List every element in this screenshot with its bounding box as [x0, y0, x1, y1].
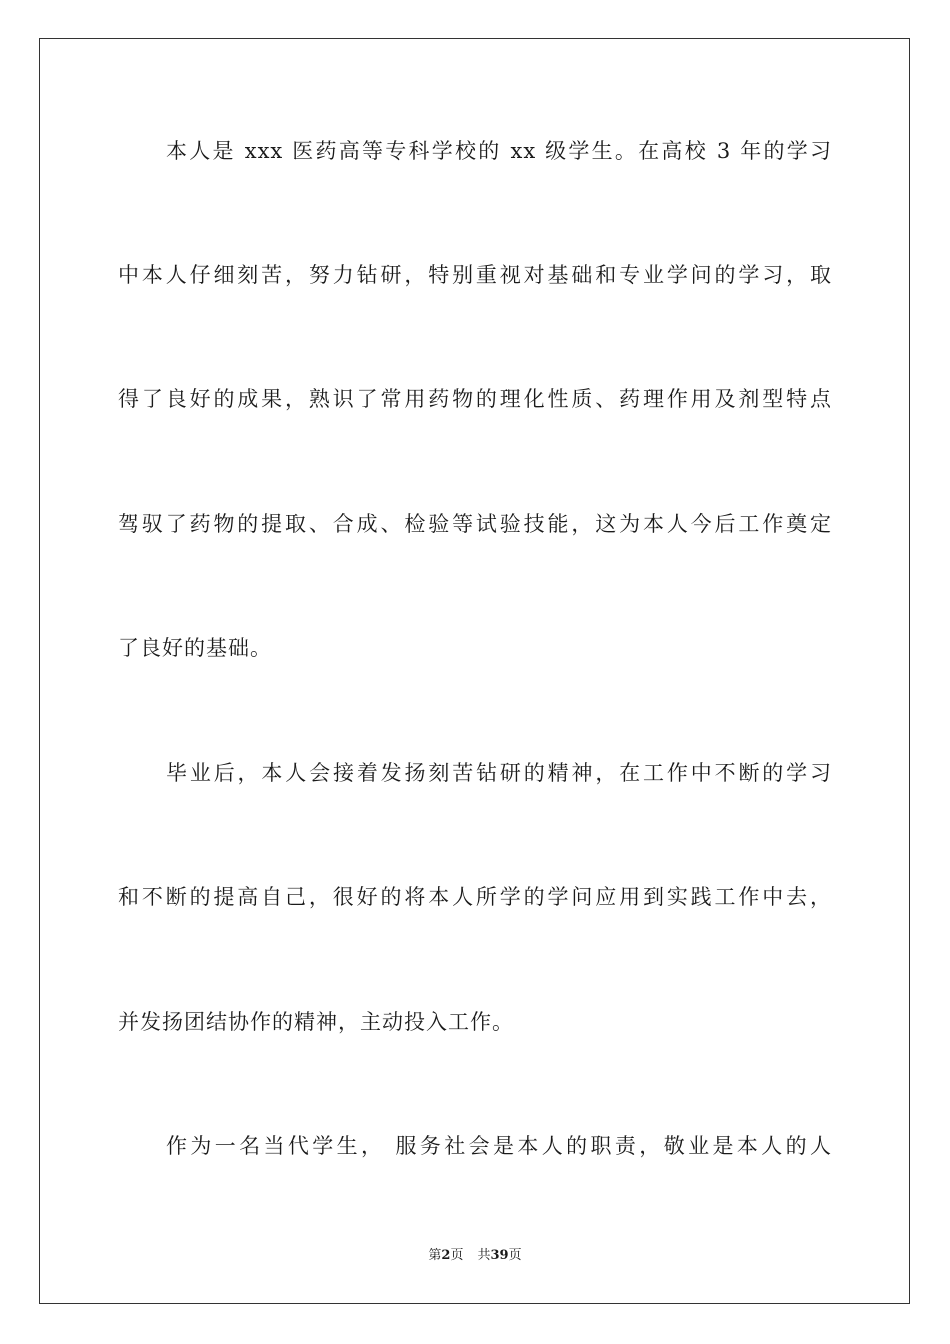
page-prefix: 第 — [428, 1248, 442, 1263]
paragraph-3-line-1: 作为一名当代学生， 服务社会是本人的职责，敬业是本人的人 — [166, 1134, 832, 1158]
paragraph-2-line-2: 和不断的提高自己，很好的将本人所学的学问应用到实践工作中去， — [118, 885, 832, 909]
page-unit: 页 — [450, 1248, 464, 1263]
total-prefix: 共 — [477, 1248, 491, 1263]
paragraph-1-line-3: 得了良好的成果，熟识了常用药物的理化性质、药理作用及剂型特点 — [118, 387, 832, 411]
paragraph-1-line-4: 驾驭了药物的提取、合成、检验等试验技能，这为本人今后工作奠定 — [118, 512, 832, 536]
page-current: 2 — [441, 1248, 451, 1263]
paragraph-1-line-1: 本人是 xxx 医药高等专科学校的 xx 级学生。在高校 3 年的学习 — [166, 139, 832, 163]
paragraph-1-line-2: 中本人仔细刻苦，努力钻研，特别重视对基础和专业学问的学习，取 — [118, 263, 832, 287]
paragraph-2-line-1: 毕业后，本人会接着发扬刻苦钻研的精神，在工作中不断的学习 — [166, 761, 832, 785]
paragraph-1-line-5: 了良好的基础。 — [118, 636, 272, 660]
page-footer — [0, 1246, 950, 1266]
paragraph-2-line-3: 并发扬团结协作的精神，主动投入工作。 — [118, 1010, 514, 1034]
page-border — [39, 38, 910, 1304]
total-unit: 页 — [508, 1248, 522, 1263]
page-total: 39 — [490, 1248, 509, 1263]
